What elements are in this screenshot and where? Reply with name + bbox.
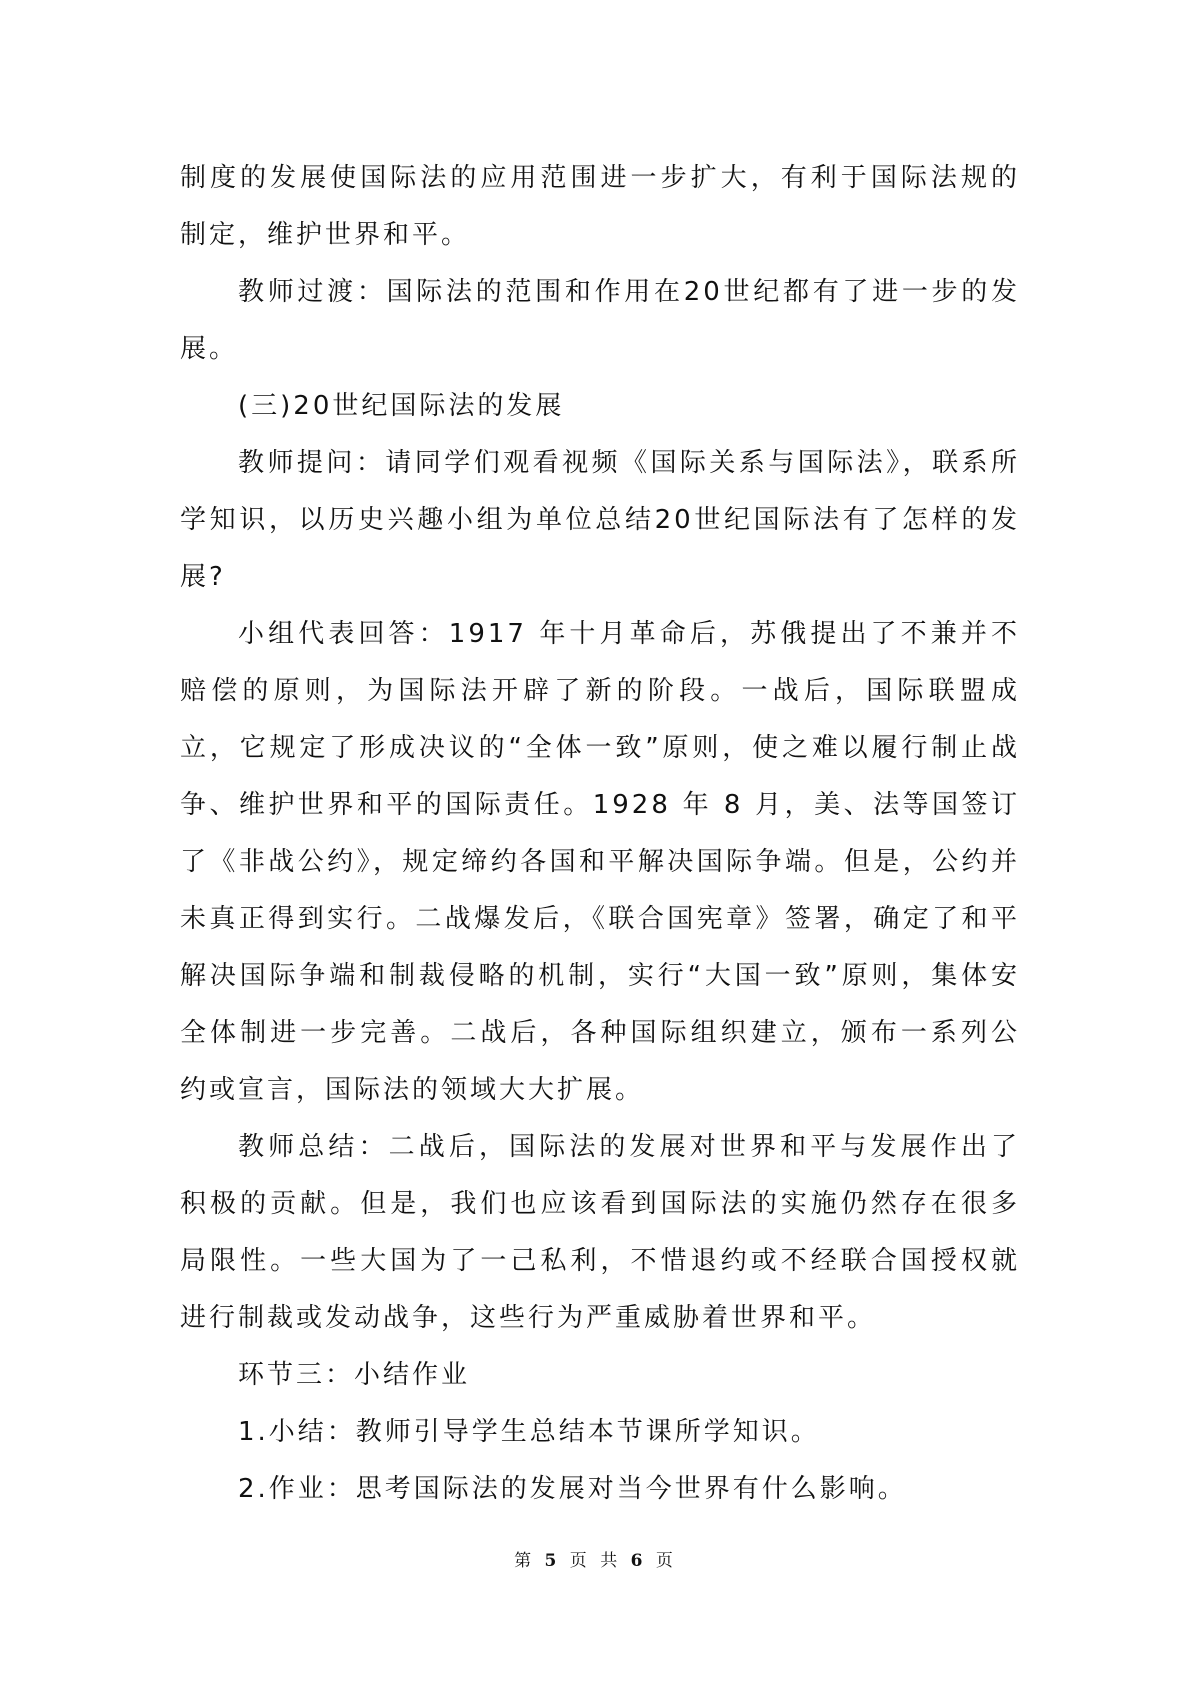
paragraph-5: 小组代表回答：1917 年十月革命后，苏俄提出了不兼并不赔偿的原则，为国际法开辟了新的阶段。一战后，国际联盟成立，它规定了形成决议的“全体一致”原则，使之难以履行制止战争、维护世界和平的国际责任。1928 年 8 月，美、法等国签订了《非战公约》，规定缔约各国和平解决国际争端。但是，公约并未真正得到实行。二战爆发后，《联合国宪章》签署，确定了和平解决国际争端和制裁侵略的机制，实行“大国一致”原则，集体安全体制进一步完善。二战后，各种国际组织建立，颁布一系列公约或宣言，国际法的领域大大扩展。 — [180, 619, 1020, 1105]
footer-suffix: 页 — [655, 1551, 677, 1571]
page-footer — [0, 1546, 1191, 1571]
section-heading-7: 环节三：小结作业 — [238, 1360, 471, 1390]
paragraph-2: 教师过渡：国际法的范围和作用在20世纪都有了进一步的发展。 — [180, 277, 1020, 364]
document-body — [180, 150, 1020, 1518]
footer-prefix: 第 — [514, 1551, 536, 1571]
section-heading-3: (三)20世纪国际法的发展 — [238, 391, 565, 421]
current-page-number: 5 — [544, 1551, 561, 1571]
paragraph-9: 2.作业：思考国际法的发展对当今世界有什么影响。 — [238, 1474, 907, 1504]
paragraph-6: 教师总结：二战后，国际法的发展对世界和平与发展作出了积极的贡献。但是，我们也应该看到国际法的实施仍然存在很多局限性。一些大国为了一己私利，不惜退约或不经联合国授权就进行制裁或发动战争，这些行为严重威胁着世界和平。 — [180, 1132, 1020, 1333]
paragraph-4: 教师提问：请同学们观看视频《国际关系与国际法》，联系所学知识，以历史兴趣小组为单位总结20世纪国际法有了怎样的发展? — [180, 448, 1020, 592]
total-page-number: 6 — [630, 1551, 647, 1571]
paragraph-8: 1.小结：教师引导学生总结本节课所学知识。 — [238, 1417, 820, 1447]
paragraph-1: 制度的发展使国际法的应用范围进一步扩大，有利于国际法规的制定，维护世界和平。 — [180, 163, 1020, 250]
footer-middle: 页 共 — [569, 1551, 622, 1571]
